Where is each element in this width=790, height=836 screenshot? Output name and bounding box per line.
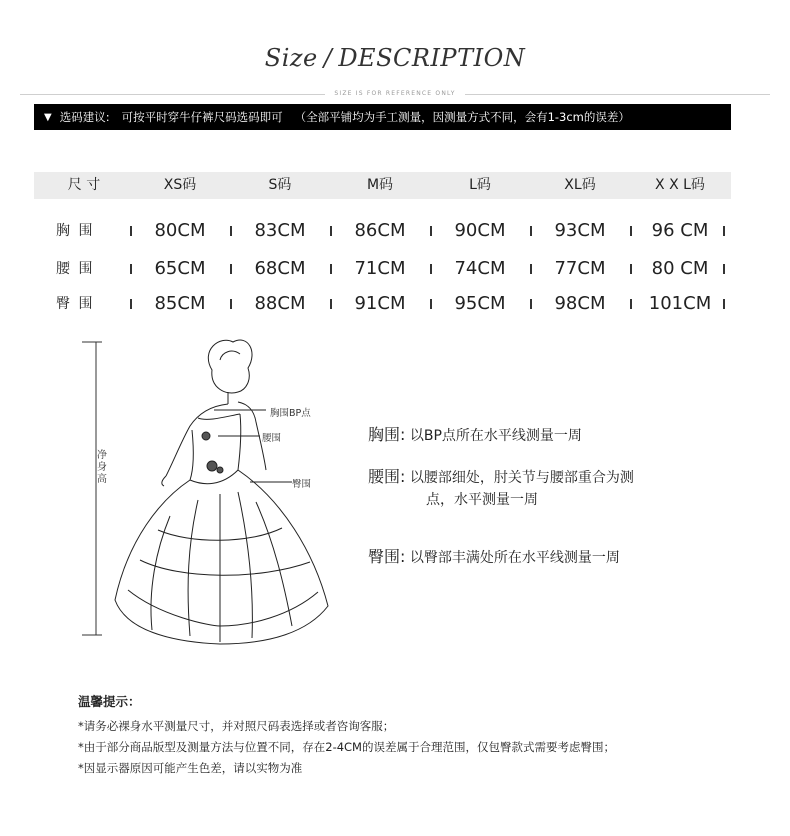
height-label: 净身高 [97,450,107,485]
size-xl: XL码 [564,177,596,193]
tip-line: *由于部分商品版型及测量方法与位置不同，存在2-4CM的误差属于合理范围，仅包臀款式需要考虑臀围； [78,740,615,754]
cell-value: 65CM [154,258,206,279]
title-description: DESCRIPTION [338,44,526,72]
desc-bust [368,424,582,447]
cell-value: 98CM [554,293,606,314]
size-advice-bar [34,104,731,130]
hip-label: 臀围 [292,479,312,490]
cell-value: 83CM [254,220,306,241]
title-separator: / [323,44,333,72]
subtitle-rule [20,90,770,100]
size-table-header [34,172,731,199]
desc-key: 腰围: [368,467,406,486]
page-title [0,44,790,72]
table-row-bust [34,217,731,245]
cell-value: 85CM [154,293,206,314]
cell-value: 68CM [254,258,306,279]
subtitle-text: SIZE IS FOR REFERENCE ONLY [334,90,456,97]
cell-value: 91CM [354,293,406,314]
desc-text: 以BP点所在水平线测量一周 [409,428,582,444]
waist-label: 腰围 [262,433,282,444]
cell-value: 93CM [554,220,606,241]
tips-section [78,692,615,781]
title-size: Size [264,44,318,72]
desc-text: 以臀部丰满处所在水平线测量一周 [409,550,620,566]
cell-value: 86CM [354,220,406,241]
size-l: L码 [469,177,491,193]
table-row-hip [34,290,731,318]
advice-note: （全部平铺均为手工测量，因测量方式不同，会有1-3cm的误差） [294,110,630,124]
cell-value: 80CM [154,220,206,241]
row-label: 腰 围 [56,261,95,277]
desc-text-continued: 点，水平测量一周 [426,492,538,508]
size-xxl: X X L码 [655,177,705,193]
desc-text: 以腰部细处，肘关节与腰部重合为测 [409,470,634,486]
desc-waist [368,466,634,511]
figure-outline-icon [115,340,328,644]
table-row-waist [34,255,731,283]
size-s: S码 [268,177,292,193]
size-header-label: 尺 寸 [67,177,101,193]
cell-value: 90CM [454,220,506,241]
divider [723,226,725,236]
divider [723,264,725,274]
desc-key: 胸围: [368,425,406,444]
size-m: M码 [366,177,394,193]
cell-value: 80 CM [651,258,709,279]
cell-value: 101CM [648,293,712,314]
advice-text: 可按平时穿牛仔裤尺码选码即可 [121,110,283,124]
tip-line: *因显示器原因可能产生色差，请以实物为准 [78,761,303,775]
tips-title: 温馨提示： [78,694,141,709]
cell-value: 71CM [354,258,406,279]
height-measure-icon [82,342,102,635]
desc-key: 臀围: [368,547,406,566]
row-label: 臀 围 [56,296,95,312]
row-label: 胸 围 [56,223,95,239]
size-xs: XS码 [163,177,197,193]
cell-value: 74CM [454,258,506,279]
rule-right [465,94,770,95]
desc-hip [368,546,620,569]
tip-line: *请务必裸身水平测量尺寸，并对照尺码表选择或者咨询客服； [78,719,395,733]
advice-label: 选码建议: [59,110,110,124]
divider [723,299,725,309]
cell-value: 88CM [254,293,306,314]
cell-value: 77CM [554,258,606,279]
cell-value: 96 CM [651,220,709,241]
triangle-down-icon: ▼ [44,111,52,123]
cell-value: 95CM [454,293,506,314]
bust-bp-label: 胸围BP点 [270,408,311,419]
